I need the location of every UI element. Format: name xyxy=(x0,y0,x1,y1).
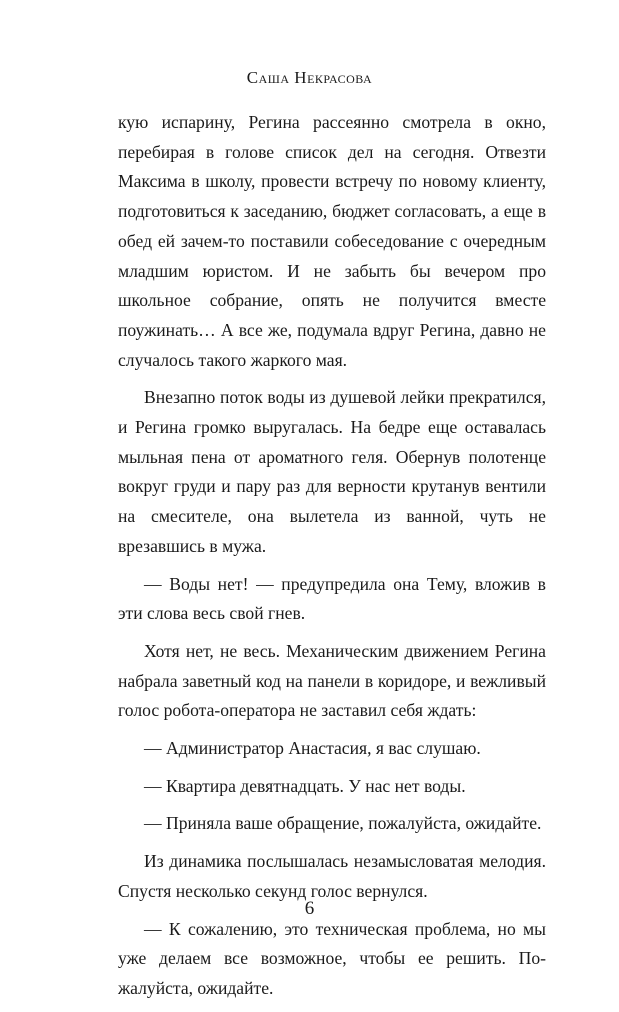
page-number: 6 xyxy=(304,898,315,919)
paragraph: Хотя нет, не весь. Механическим движением Регина набрала заветный код на панели в коридоре, и вежливый голос робота-оператора не заставил себя ждать: xyxy=(118,640,546,721)
paragraph: — К сожалению, это техническая проблема, но мы уже делаем все возможное, чтобы ее решить. Пожалуйста, ожидайте. xyxy=(118,918,546,998)
paragraph: Внезапно поток воды из душевой лейки прекратился, и Регина громко выругалась. На бедре еще оставалась мыльная пена от ароматного геля. Обернув полотенце вокруг груди и пару раз для верности крутанув вентили на смесителе, она вылетела из ванной, чуть не врезавшись в мужа. xyxy=(118,387,546,556)
paragraph: — Воды нет! — предупредила она Тему, вложив в эти слова весь свой гнев. xyxy=(118,573,546,624)
paragraph: — Администратор Анастасия, я вас слушаю. xyxy=(144,738,481,759)
paragraph: Из динамика послышалась незамысловатая мелодия. Спустя несколько секунд голос вернулся. xyxy=(118,851,546,901)
paragraph: — Квартира девятнадцать. У нас нет воды. xyxy=(144,775,466,796)
page-body xyxy=(118,108,546,1012)
paragraph: — Приняла ваше обращение, пожалуйста, ожидайте. xyxy=(144,813,542,834)
running-head-author: Саша Некрасова xyxy=(246,68,373,87)
paragraph: кую испарину, Регина рассеянно смотрела в окно, перебирая в голове список дел на сегодня. Отвезти Максима в школу, провести встречу по новому клиенту, подготовиться к заседанию, бюджет согласовать, а еще в обед ей зачем-то поставили собеседование с очередным младшим юристом. И не забыть бы вечером про школьное собрание, опять не получится вместе поужинать… А все же, подумала вдруг Регина, давно не случалось такого жаркого мая. xyxy=(118,112,546,370)
